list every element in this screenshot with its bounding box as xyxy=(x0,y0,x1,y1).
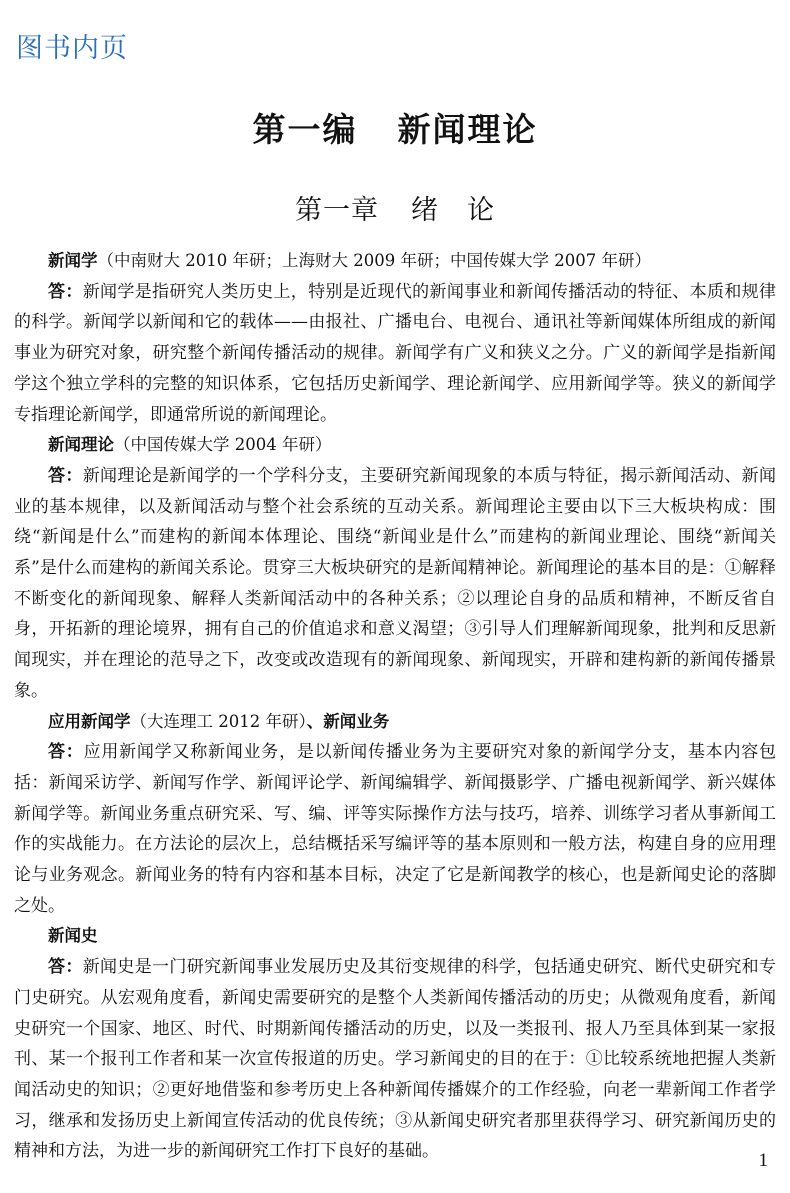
answer-paragraph xyxy=(14,952,776,1167)
answer-text: 应用新闻学又称新闻业务，是以新闻传播业务为主要研究对象的新闻学分支，基本内容包括：新闻采访学、新闻写作学、新闻评论学、新闻编辑学、新闻摄影学、广播电视新闻学、新兴媒体新闻学等。新闻业务重点研究采、写、编、评等实际操作方法与技巧，培养、训练学习者从事新闻工作的实战能力。在方法论的层次上，总结概括采写编评等的基本原则和一般方法，构建自身的应用理论与业务观念。新闻业务的特有内容和基本目标，决定了它是新闻教学的核心，也是新闻史论的落脚之处。 xyxy=(14,742,777,916)
term-source: （中南财大 2010 年研；上海财大 2009 年研；中国传媒大学 2007 年研） xyxy=(97,251,651,270)
term-heading xyxy=(14,707,776,738)
answer-text: 新闻史是一门研究新闻事业发展历史及其衍变规律的科学，包括通史研究、断代史研究和专门史研究。从宏观角度看，新闻史需要研究的是整个人类新闻传播活动的历史；从微观角度看，新闻史研究一个国家、地区、时代、时期新闻传播活动的历史，以及一类报刊、报人乃至具体到某一家报刊、某一个报刊工作者和某一次宣传报道的历史。学习新闻史的目的在于：①比较系统地把握人类新闻活动史的知识；②更好地借鉴和参考历史上各种新闻传播媒介的工作经验，向老一辈新闻工作者学习，继承和发扬历史上新闻宣传活动的优良传统；③从新闻史研究者那里获得学习、研究新闻历史的精神和方法，为进一步的新闻研究工作打下良好的基础。 xyxy=(14,957,777,1162)
answer-label: 答： xyxy=(48,742,84,763)
part-title xyxy=(0,104,790,151)
answer-text: 新闻理论是新闻学的一个学科分支，主要研究新闻现象的本质与特征，揭示新闻活动、新闻业的基本规律，以及新闻活动与整个社会系统的互动关系。新闻理论主要由以下三大板块构成：围绕“新闻是什么”而建构的新闻本体理论、围绕“新闻业是什么”而建构的新闻业理论、围绕“新闻关系”是什么而建构的新闻关系论。贯穿三大板块研究的是新闻精神论。新闻理论的基本目的是：①解释不断变化的新闻现象、解释人类新闻活动中的各种关系；②以理论自身的品质和精神，不断反省自身，开拓新的理论境界，拥有自己的价值追求和意义渴望；③引导人们理解新闻现象，批判和反思新闻现实，并在理论的范导之下，改变或改造现有的新闻现象、新闻现实，开辟和建构新的新闻传播景象。 xyxy=(14,465,777,701)
part-name: 新闻理论 xyxy=(397,110,538,149)
term-heading xyxy=(14,921,776,952)
term-name: 新闻学 xyxy=(48,251,98,270)
answer-paragraph xyxy=(14,737,776,921)
part-label: 第一编 xyxy=(252,110,358,149)
term-heading xyxy=(14,246,776,277)
term-source: （大连理工 2012 年研） xyxy=(130,711,307,731)
answer-paragraph xyxy=(14,277,776,431)
document-body xyxy=(14,246,776,1167)
answer-text: 新闻学是指研究人类历史上，特别是近现代的新闻事业和新闻传播活动的特征、本质和规律的科学。新闻学以新闻和它的载体——由报社、广播电台、电视台、通讯社等新闻媒体所组成的新闻事业为研究对象，研究整个新闻传播活动的规律。新闻学有广义和狭义之分。广义的新闻学是指新闻学这个独立学科的完整的知识体系，它包括历史新闻学、理论新闻学、应用新闻学等。狭义的新闻学专指理论新闻学，即通常所说的新闻理论。 xyxy=(14,281,777,425)
page-number: 1 xyxy=(758,1150,768,1171)
term-name: 新闻史 xyxy=(48,926,98,946)
chapter-name: 绪 论 xyxy=(411,195,495,226)
term-name: 新闻理论 xyxy=(48,435,114,455)
chapter-label: 第一章 xyxy=(295,195,379,226)
answer-label: 答： xyxy=(48,465,83,486)
answer-label: 答： xyxy=(48,281,83,302)
term-heading xyxy=(14,430,776,461)
chapter-title xyxy=(0,188,790,227)
header-label: 图书内页 xyxy=(16,33,128,64)
term-source: （中国传媒大学 2004 年研） xyxy=(114,435,332,455)
term-name: 应用新闻学 xyxy=(48,711,131,731)
term-name-secondary: 、新闻业务 xyxy=(306,711,390,731)
answer-label: 答： xyxy=(48,957,83,978)
answer-paragraph xyxy=(14,461,776,707)
